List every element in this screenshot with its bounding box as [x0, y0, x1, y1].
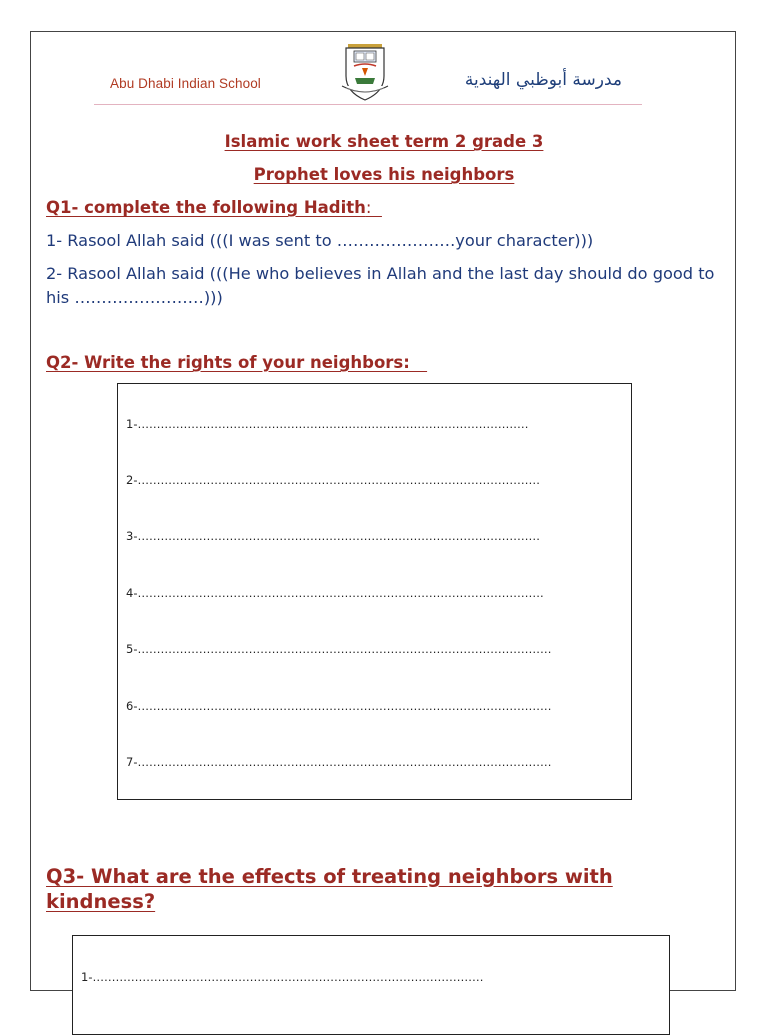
q2-answer-line-7[interactable]: 7-………………………………………………………………………………………………	[126, 755, 552, 769]
q1-heading	[46, 198, 382, 217]
q2-answer-line-5[interactable]: 5-………………………………………………………………………………………………	[126, 642, 552, 656]
lesson-title: Prophet loves his neighbors	[253, 165, 515, 184]
header-divider	[94, 104, 642, 105]
q1-item-1: 1- Rasool Allah said (((I was sent to ………………….your character)))	[46, 231, 594, 250]
q2-answer-line-2[interactable]: 2-……………………………………………………………………………………………	[126, 473, 540, 487]
worksheet-title: Islamic work sheet term 2 grade 3	[224, 132, 544, 151]
q3-heading: Q3- What are the effects of treating neighbors with kindness?	[46, 865, 613, 913]
q2-answer-line-4[interactable]: 4-…………………………………………………………………………………………….	[126, 586, 544, 600]
q1-item-2: 2- Rasool Allah said (((He who believes in Allah and the last day should do good to his ……………………)))	[46, 264, 715, 307]
q2-heading: Q2- Write the rights of your neighbors:	[46, 353, 428, 372]
q2-answer-line-1[interactable]: 1-…………………………………………………………………………………………	[126, 417, 529, 431]
q2-answer-line-6[interactable]: 6-………………………………………………………………………………………………	[126, 699, 552, 713]
q1-heading-colon: :	[365, 198, 382, 217]
q2-answer-line-3[interactable]: 3-……………………………………………………………………………………………	[126, 529, 540, 543]
q3-answer-box[interactable]	[72, 935, 670, 1035]
q1-heading-text: Q1- complete the following Hadith	[46, 198, 366, 217]
q3-answer-line-1[interactable]: 1-…………………………………………………………………………………………	[81, 970, 484, 984]
school-name-arabic: مدرسة أبوظبي الهندية	[464, 70, 622, 90]
school-crest-icon	[340, 42, 390, 102]
school-name-english: Abu Dhabi Indian School	[110, 76, 261, 91]
q2-answer-box[interactable]	[117, 383, 632, 800]
